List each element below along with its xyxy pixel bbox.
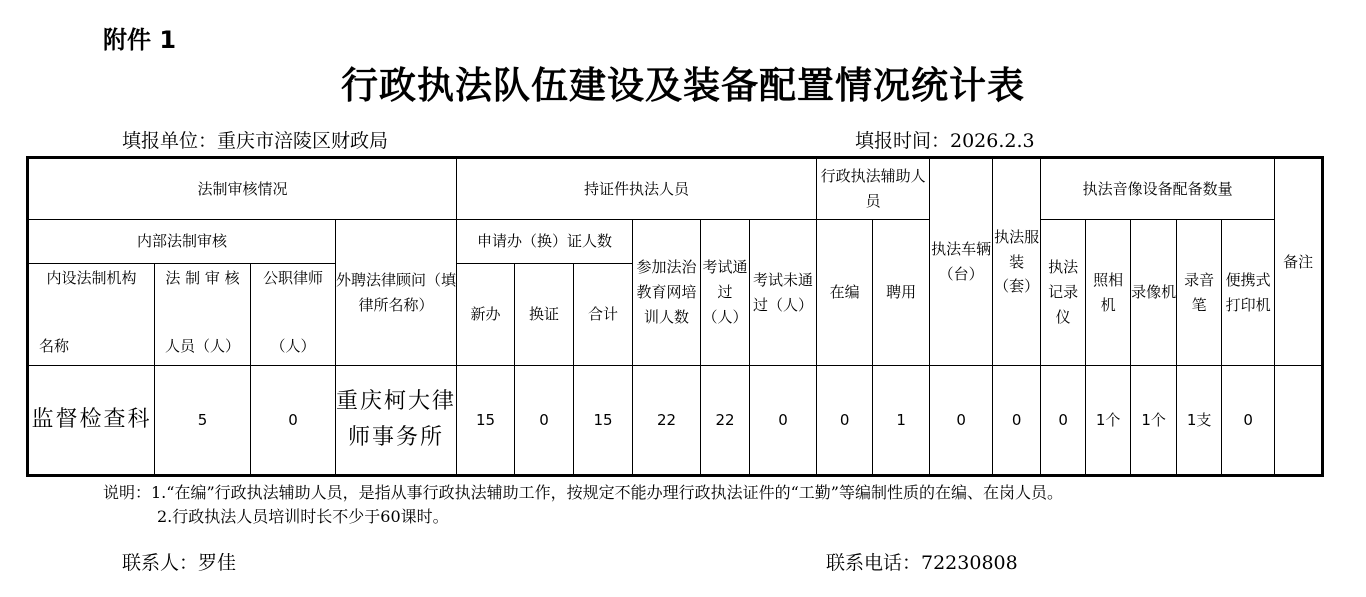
cell-external-counsel: 重庆柯大律师事务所 [336,366,457,476]
cell-printer: 0 [1222,366,1275,476]
header-renew-cert: 换证 [515,264,574,366]
cell-uniforms: 0 [993,366,1041,476]
cell-recorder: 0 [1041,366,1086,476]
cell-vehicles: 0 [930,366,993,476]
header-uniforms: 执法服装（套） [993,158,1041,366]
header-apply-cert: 申请办（换）证人数 [457,220,633,264]
fill-date: 填报时间：2026.2.3 [855,130,1035,152]
header-hired: 聘用 [873,220,930,366]
fill-unit: 填报单位：重庆市涪陵区财政局 [122,130,389,152]
header-av-equipment: 执法音像设备配备数量 [1041,158,1275,220]
header-public-lawyers-top: 公职律师 [262,269,323,287]
cell-training: 22 [633,366,701,476]
header-camera: 照相机 [1086,220,1131,366]
header-public-lawyers [251,264,336,366]
cell-exam-fail: 0 [750,366,817,476]
header-internal-org [28,264,155,366]
header-legal-review: 法制审核情况 [28,158,457,220]
cell-on-staff: 0 [817,366,873,476]
header-external-counsel: 外聘法律顾问（填律所名称） [336,220,457,366]
cell-public-lawyers: 0 [251,366,336,476]
cell-camera: 1个 [1086,366,1131,476]
header-audio-pen: 录音笔 [1177,220,1222,366]
header-reviewers-bottom: 人员（人） [164,337,240,356]
cell-internal-org: 监督检查科 [28,366,155,476]
cell-total: 15 [574,366,633,476]
notes [103,481,1063,529]
header-new-cert: 新办 [457,264,515,366]
note-line-2: 2.行政执法人员培训时长不少于60课时。 [157,507,449,526]
contact-person: 联系人：罗佳 [122,552,237,574]
header-exam-pass: 考试通过（人） [701,220,750,366]
header-video: 录像机 [1131,220,1177,366]
header-internal-org-bottom: 名称 [39,337,70,356]
header-reviewers-top: 法 制 审 核 [165,269,240,287]
header-public-lawyers-bottom: （人） [270,337,316,356]
cell-new-cert: 15 [457,366,515,476]
header-total: 合计 [574,264,633,366]
header-remarks: 备注 [1275,158,1323,366]
header-vehicles: 执法车辆（台） [930,158,993,366]
page-title: 行政执法队伍建设及装备配置情况统计表 [341,63,1025,107]
contact-phone: 联系电话：72230808 [826,552,1018,574]
header-printer: 便携式打印机 [1222,220,1275,366]
cell-audio-pen: 1支 [1177,366,1222,476]
cell-exam-pass: 22 [701,366,750,476]
note-line-1: 说明：1.“在编”行政执法辅助人员，是指从事行政执法辅助工作，按规定不能办理行政执法证件的“工勤”等编制性质的在编、在岗人员。 [103,483,1063,502]
cell-video: 1个 [1131,366,1177,476]
header-auxiliary: 行政执法辅助人员 [817,158,930,220]
cell-reviewers: 5 [155,366,251,476]
header-internal-org-top: 内设法制机构 [46,269,137,287]
attachment-label: 附件 1 [103,26,177,54]
cell-remarks [1275,366,1323,476]
statistics-table [26,156,1324,477]
header-internal-review: 内部法制审核 [28,220,336,264]
header-reviewers [155,264,251,366]
header-certified-staff: 持证件执法人员 [457,158,817,220]
cell-renew-cert: 0 [515,366,574,476]
header-exam-fail: 考试未通过（人） [750,220,817,366]
header-recorder: 执法记录仪 [1041,220,1086,366]
cell-hired: 1 [873,366,930,476]
header-on-staff: 在编 [817,220,873,366]
header-training: 参加法治教育网培训人数 [633,220,701,366]
